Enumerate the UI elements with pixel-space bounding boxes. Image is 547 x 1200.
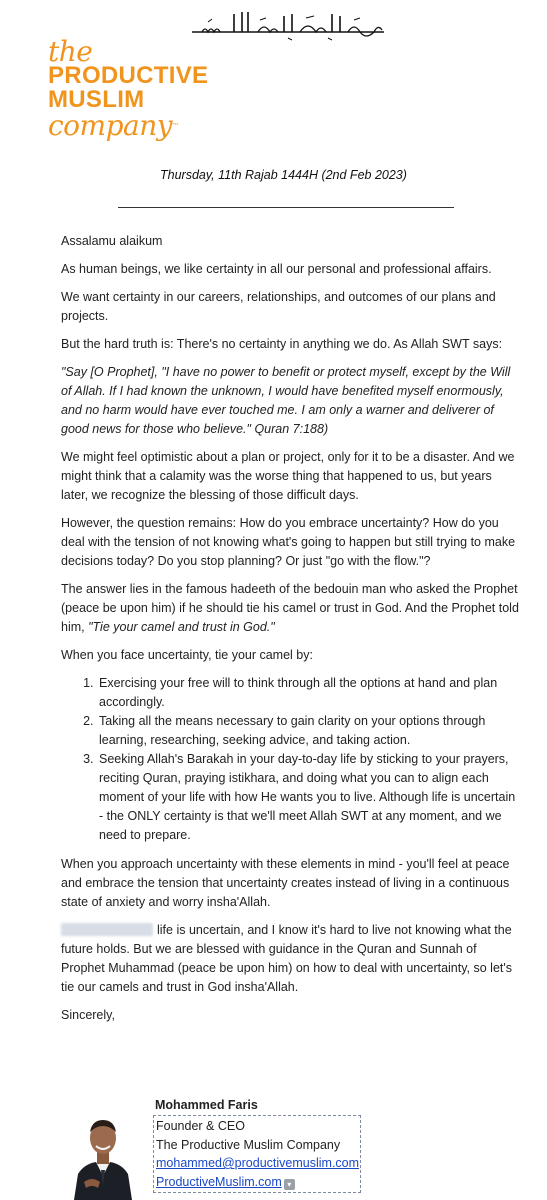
quran-quote: "Say [O Prophet], "I have no power to benefit or protect myself, except by the Will of Allah. If I had known the unknown, I would have benefited myself enormously, and no harm would have ever touched me. I am only a warner and deliverer of good news for those who believe." Quran 7:188) [61,365,511,436]
list-item: 2. Taking all the means necessary to gain clarity on your options through learning, researching, seeking advice, and taking action. [97,712,521,750]
website-link[interactable]: ProductiveMuslim.com [156,1174,282,1189]
trademark-symbol: ™ [172,122,179,130]
divider [118,207,454,208]
paragraph: But the hard truth is: There's no certainty in anything we do. As Allah SWT says: [61,337,503,351]
redacted-text [61,923,153,936]
logo-line-the: the [48,35,93,68]
paragraph: When you face uncertainty, tie your camel by: [61,648,313,662]
signature-company: The Productive Muslim Company [156,1137,341,1152]
numbered-list [61,674,521,845]
greeting: Assalamu alaikum [61,234,163,248]
hadith-quote: "Tie your camel and trust in God." [88,620,275,634]
email-link[interactable]: mohammed@productivemuslim.com [156,1156,360,1170]
paragraph: When you approach uncertainty with these elements in mind - you'll feel at peace and embrace the tension that uncertainty creates instead of living in a continuous state of anxiety and worry insha'Allah. [61,857,510,909]
paragraph: We want certainty in our careers, relationships, and outcomes of our plans and projects. [61,290,496,323]
email-signature [70,1098,530,1198]
paragraph [61,921,521,997]
closing: Sincerely, [61,1008,115,1022]
chevron-down-icon[interactable]: ▾ [284,1179,295,1190]
logo-line-muslim: MUSLIM [48,86,145,113]
bismillah-calligraphy [188,8,388,42]
signature-details [153,1115,361,1193]
logo-company-text: company [48,109,173,142]
paragraph-text: The answer lies in the famous hadeeth of the bedouin man who asked the Prophet (peace be upon him) if he should tie his camel or trust in God. And the Prophet told him, [61,582,519,634]
email-body [61,232,521,1034]
list-item: 1. Exercising your free will to think through all the options at hand and plan accordingly. [97,674,521,712]
logo-line-productive: PRODUCTIVE [48,62,209,89]
newsletter-date: Thursday, 11th Rajab 1444H (2nd Feb 2023) [160,168,407,182]
signature-name: Mohammed Faris [155,1098,258,1112]
company-logo [48,35,218,142]
list-item: 3. Seeking Allah's Barakah in your day-to-day life by sticking to your prayers, reciting Quran, praying istikhara, and doing what you can to align each moment of your life with how He wants you to live. Although life is uncertain - the ONLY certainty is that we'll meet Allah SWT at any moment, and we need to prepare. [97,750,521,845]
paragraph: However, the question remains: How do you embrace uncertainty? How do you deal with the tension of not knowing what's going to happen but still trying to make decisions today? Do you stop planning? Or just "go with the flow."? [61,516,516,568]
paragraph: As human beings, we like certainty in all our personal and professional affairs. [61,262,492,276]
paragraph: We might feel optimistic about a plan or project, only for it to be a disaster. And we might think that a calamity was the worse thing that happened to us, but years later, we recognize the blessing of those difficult days. [61,450,515,502]
signature-title: Founder & CEO [156,1119,245,1133]
paragraph [61,580,521,637]
paragraph-text: life is uncertain, and I know it's hard to live not knowing what the future holds. But we are blessed with guidance in the Quran and Sunnah of Prophet Muhammad (peace be upon him) on how to deal with uncertainty, so let's tie our camels and trust in God insha'Allah. [61,923,513,994]
avatar [70,1110,136,1200]
logo-line-company [48,109,218,142]
